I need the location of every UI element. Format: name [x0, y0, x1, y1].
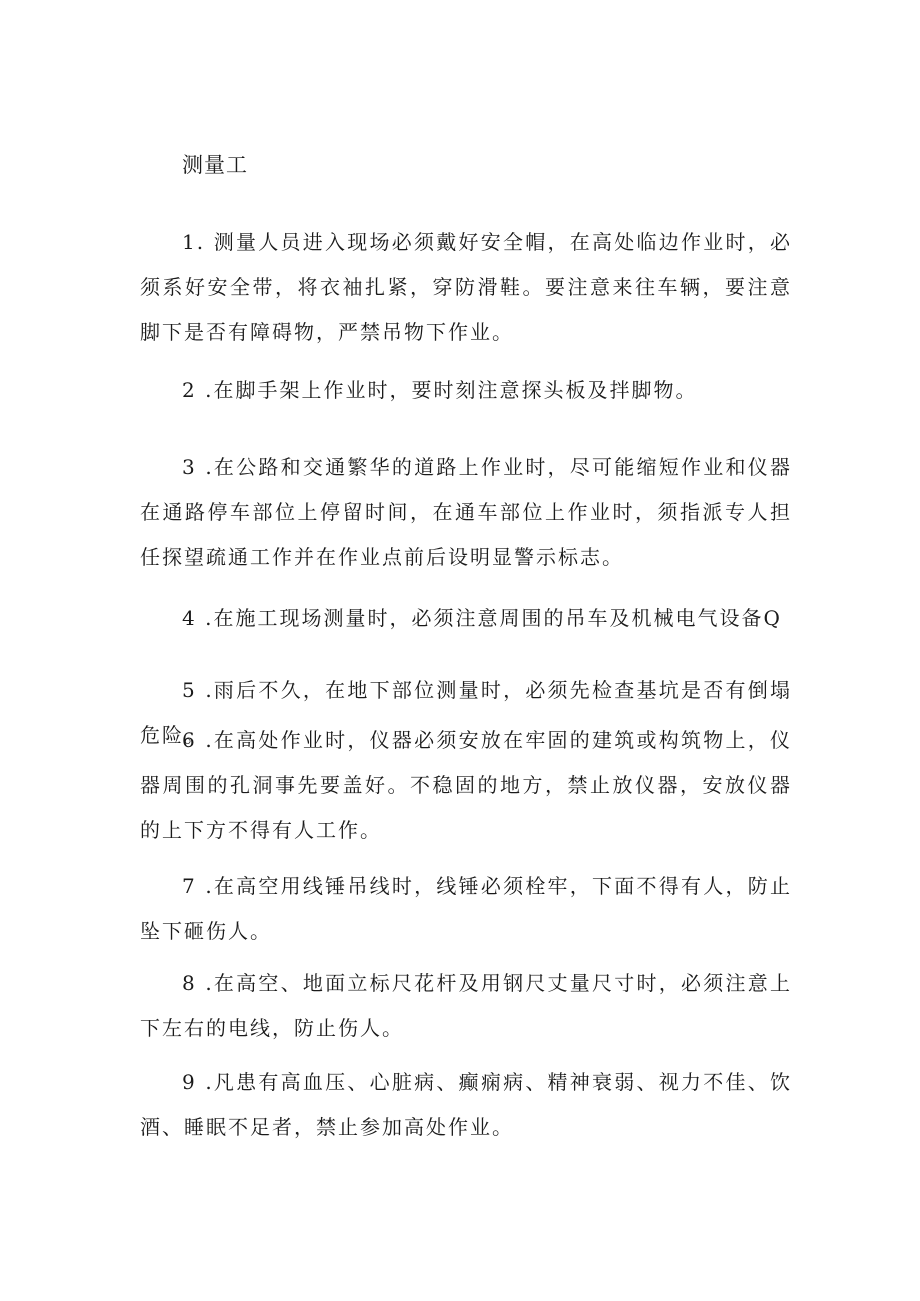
- paragraph-9: 9 .凡患有高血压、心脏病、癫痫病、精神衰弱、视力不佳、饮酒、睡眠不足者，禁止参加高处作业。: [140, 1070, 792, 1139]
- paragraph-6: 6 .在高处作业时，仪器必须安放在牢固的建筑或构筑物上，仪器周围的孔洞事先要盖好。不稳固的地方，禁止放仪器，安放仪器的上下方不得有人工作。: [140, 728, 792, 842]
- paragraph-2: 2 .在脚手架上作业时，要时刻注意探头板及拌脚物。: [182, 378, 698, 402]
- page-title: 测量工: [182, 153, 248, 177]
- paragraph-3: 3 .在公路和交通繁华的道路上作业时，尽可能缩短作业和仪器在通路停车部位上停留时间，在通车部位上作业时，须指派专人担任探望疏通工作并在作业点前后设明显警示标志。: [140, 455, 792, 569]
- paragraph-5: 5 .雨后不久，在地下部位测量时，必须先检查基坑是否有倒塌危险。: [140, 678, 792, 747]
- paragraph-1: 1. 测量人员进入现场必须戴好安全帽，在高处临边作业时，必须系好安全带，将衣袖扎紧，穿防滑鞋。要注意来往车辆，要注意脚下是否有障碍物，严禁吊物下作业。: [140, 230, 792, 344]
- paragraph-8: 8 .在高空、地面立标尺花杆及用钢尺丈量尺寸时，必须注意上下左右的电线，防止伤人。: [140, 971, 792, 1040]
- paragraph-7: 7 .在高空用线锤吊线时，线锤必须栓牢，下面不得有人，防止坠下砸伤人。: [140, 874, 792, 943]
- paragraph-4: 4 .在施工现场测量时，必须注意周围的吊车及机械电气设备Q: [182, 606, 782, 630]
